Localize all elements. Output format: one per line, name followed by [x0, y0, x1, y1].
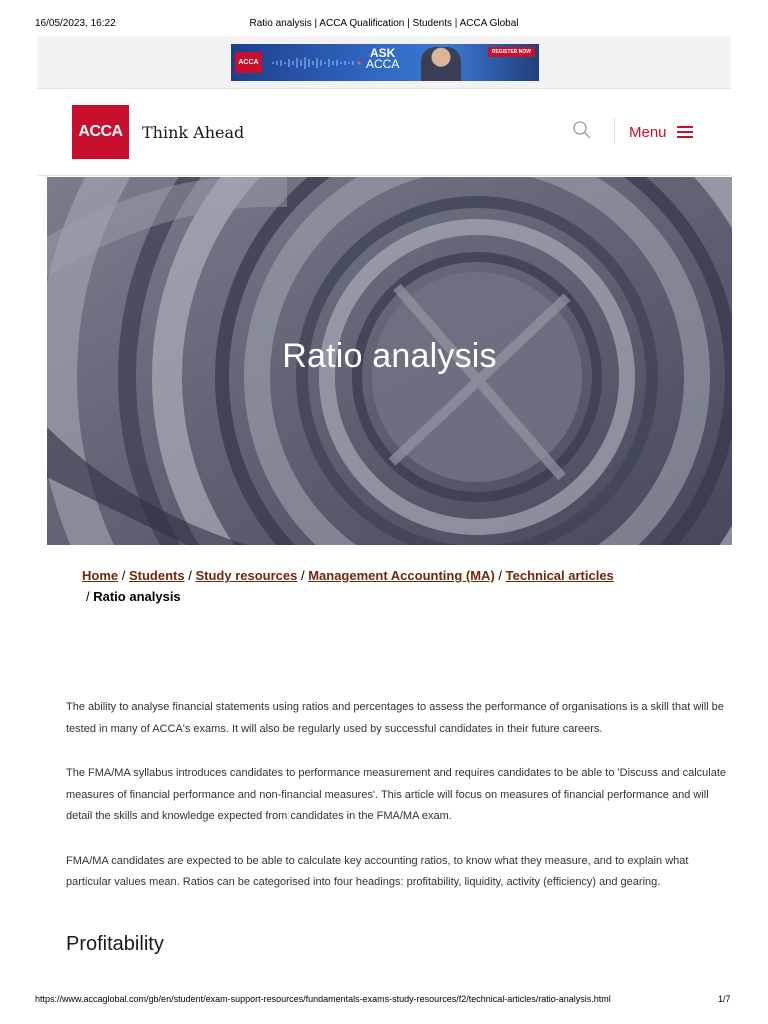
hero-banner: [47, 177, 732, 545]
menu-button[interactable]: [629, 123, 693, 141]
hamburger-icon: [677, 126, 693, 138]
breadcrumb-separator: /: [188, 568, 196, 583]
page-title: Ratio analysis: [282, 337, 497, 375]
search-icon: [572, 120, 592, 140]
breadcrumb-current: Ratio analysis: [93, 589, 181, 604]
section-heading-profitability: Profitability: [66, 933, 164, 955]
print-header: [0, 18, 768, 30]
header-divider: [614, 118, 615, 144]
ad-headline-ask: ASK: [370, 46, 396, 60]
ad-acca-logo: ACCA: [235, 52, 262, 73]
ad-headline: [366, 48, 399, 70]
breadcrumb: [82, 565, 682, 607]
breadcrumb-separator: /: [300, 568, 309, 583]
print-url: https://www.accaglobal.com/gb/en/student/exam-support-resources/fundamentals-exams-study-resources/f2/technical-articles/ratio-analysis.html: [35, 994, 611, 1004]
print-page-title: Ratio analysis | ACCA Qualification | Students | ACCA Global: [249, 18, 519, 29]
breadcrumb-separator: /: [121, 568, 129, 583]
article-paragraph: The FMA/MA syllabus introduces candidates to performance measurement and requires candidates to be able to 'Discuss and calculate measures of financial performance and non-financial measures'. This article will focus on measures of financial performance and will detail the skills and knowledge expected from candidates in the FMA/MA exam.: [66, 767, 727, 822]
search-button[interactable]: [572, 120, 592, 140]
article-body: [66, 697, 726, 917]
breadcrumb-study-resources[interactable]: Study resources: [195, 568, 298, 583]
breadcrumb-management-accounting[interactable]: Management Accounting (MA): [308, 568, 495, 583]
ad-headline-acca: ACCA: [366, 57, 400, 71]
article-paragraph: The ability to analyse financial statements using ratios and percentages to assess the performance of organisations is a skill that will be tested in many of ACCA's exams. It will also be regularly used by successful candidates in their future careers.: [66, 701, 724, 735]
breadcrumb-separator: /: [86, 589, 94, 604]
ad-person-photo: [421, 47, 461, 81]
print-datetime: 16/05/2023, 16:22: [35, 18, 116, 29]
breadcrumb-students[interactable]: Students: [128, 568, 185, 583]
breadcrumb-separator: /: [498, 568, 506, 583]
breadcrumb-technical-articles[interactable]: Technical articles: [505, 568, 614, 583]
sound-wave-icon: [271, 56, 366, 70]
ad-register-button[interactable]: REGISTER NOW: [488, 47, 535, 57]
ad-strip: [37, 36, 731, 89]
menu-label: Menu: [629, 123, 667, 141]
article-paragraph: FMA/MA candidates are expected to be able to calculate key accounting ratios, to know what they measure, and to explain what particular values mean. Ratios can be categorised into four headings: profitability, liquidity, activity (efficiency) and gearing.: [66, 854, 689, 888]
site-header: [37, 90, 731, 176]
breadcrumb-home[interactable]: Home: [82, 568, 119, 583]
acca-logo[interactable]: ACCA: [72, 105, 129, 159]
ask-acca-ad-banner[interactable]: [231, 44, 539, 81]
print-page-number: 1/7: [718, 994, 731, 1004]
tagline: Think Ahead: [142, 123, 245, 142]
